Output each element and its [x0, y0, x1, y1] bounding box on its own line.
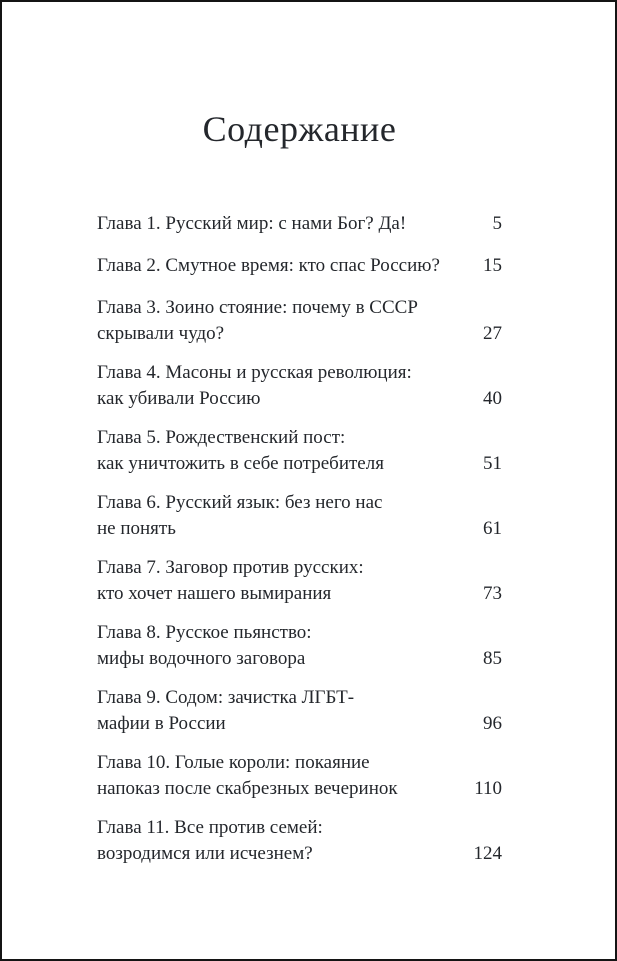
toc-line: Глава 3. Зоино стояние: почему в СССР	[97, 297, 418, 318]
toc-entry-title	[97, 253, 502, 279]
toc-line: Глава 11. Все против семей:	[97, 817, 323, 838]
toc-entry	[97, 620, 502, 672]
toc-entry-page: 15	[483, 255, 502, 276]
toc-entry-title	[97, 815, 502, 867]
page-content	[97, 111, 502, 867]
toc-entry-title	[97, 490, 502, 542]
toc-line: Глава 7. Заговор против русских:	[97, 557, 364, 578]
toc-line: не понять	[97, 518, 176, 539]
toc-line: Глава 5. Рождественский пост:	[97, 427, 346, 448]
toc-entry-page: 124	[473, 843, 502, 864]
toc-line: как уничтожить в себе потребителя	[97, 453, 384, 474]
toc-entry-title	[97, 750, 502, 802]
toc-line: кто хочет нашего вымирания	[97, 583, 332, 604]
toc-entry-title	[97, 620, 502, 672]
toc-entry-title	[97, 425, 502, 477]
toc-line: мафии в России	[97, 713, 226, 734]
toc-entry-page: 110	[474, 778, 502, 799]
toc-entry-page: 85	[483, 648, 502, 669]
toc-entry-page: 73	[483, 583, 502, 604]
toc-entry-title	[97, 685, 502, 737]
toc-line: Глава 1. Русский мир: с нами Бог? Да!	[97, 213, 407, 234]
page-title: Содержание	[202, 109, 397, 149]
toc-entry-page: 5	[492, 213, 502, 234]
toc-entry	[97, 815, 502, 867]
toc-entry	[97, 750, 502, 802]
toc-entry-title	[97, 295, 502, 347]
toc-entry-title	[97, 360, 502, 412]
toc-line: Глава 4. Масоны и русская революция:	[97, 362, 412, 383]
toc-line: напоказ после скабрезных вечеринок	[97, 778, 398, 799]
toc-line: Глава 10. Голые короли: покаяние	[97, 752, 370, 773]
toc-line: Глава 9. Содом: зачистка ЛГБТ-	[97, 687, 355, 708]
toc-entry	[97, 490, 502, 542]
toc-entry-page: 96	[483, 713, 502, 734]
toc-line: мифы водочного заговора	[97, 648, 306, 669]
toc-line: скрывали чудо?	[97, 323, 225, 344]
toc-entry-title	[97, 555, 502, 607]
toc-entry	[97, 360, 502, 412]
toc-entry-page: 27	[483, 323, 502, 344]
toc-list	[97, 211, 502, 867]
toc-line: Глава 6. Русский язык: без него нас	[97, 492, 383, 513]
toc-entry	[97, 555, 502, 607]
toc-line: Глава 8. Русское пьянство:	[97, 622, 312, 643]
toc-entry	[97, 685, 502, 737]
toc-entry	[97, 211, 502, 237]
toc-entry-page: 51	[483, 453, 502, 474]
toc-entry-title	[97, 211, 502, 237]
toc-line: как убивали Россию	[97, 388, 261, 409]
toc-entry	[97, 253, 502, 279]
toc-entry	[97, 425, 502, 477]
toc-entry-page: 40	[483, 388, 502, 409]
toc-entry-page: 61	[483, 518, 502, 539]
toc-line: Глава 2. Смутное время: кто спас Россию?	[97, 255, 440, 276]
toc-line: возродимся или исчезнем?	[97, 843, 313, 864]
toc-entry	[97, 295, 502, 347]
